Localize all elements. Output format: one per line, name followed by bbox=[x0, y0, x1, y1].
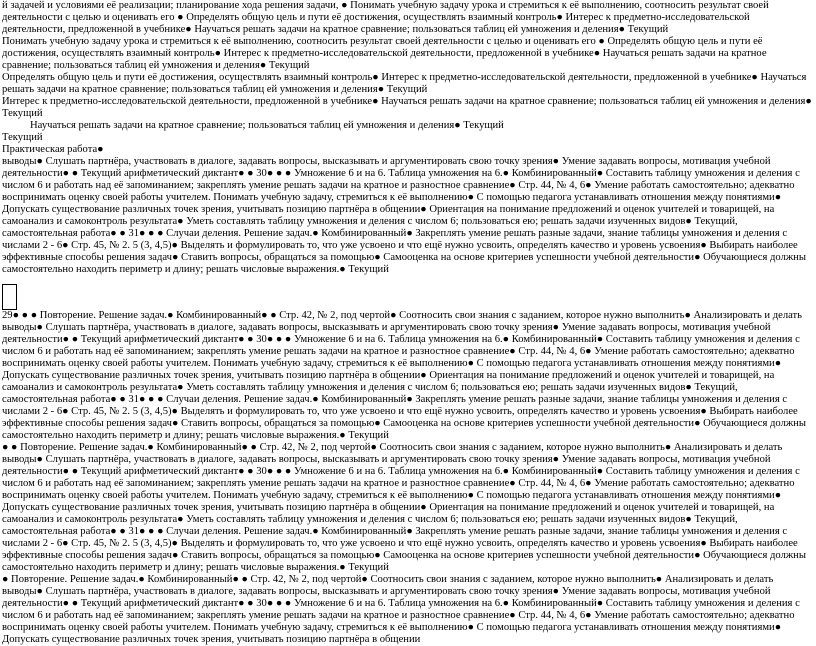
text-block-7: Практическая работа● bbox=[2, 144, 104, 155]
text-block-8: выводы● Слушать партнёра, участвовать в диалоге, задавать вопросы, высказывать и аргументировать свою точку зрения● Умение задавать вопросы, мотивация учебной деятельности● ● Текущий арифметический диктант● ● 30● ● ● Умножение 6 и на 6. Таблица умножения на 6.● Комбинированный● Составить таблицу умножения и деления с числом 6 и работать над её запоминанием; закреплять умение решать задачи на кратное и разностное сравнение● Стр. 44, № 4, 6● Умение работать самостоятельно; адекватно воспринимать оценку своей работы учителем. Понимать учебную задачу, стремиться к её выполнению● С помощью педагога устанавливать отношения между понятиями● Допускать существование различных точек зрения, учитывать позицию партнёра в общении● Ориентация на понимание предложений и оценок учителей и товарищей, на самоанализ и самоконтроль результата● Уметь составлять таблицу умножения и деления с числом 6; пользоваться ею; решать задачи изученных видов● Текущий, самостоятельная работа● ● 31● ● ● Случаи деления. Решение задач.● Комбинированный● Закреплять умение решать разные задачи, знание таблицы умножения и деления с числами 2 - 6● Стр. 45, № 2. 5 (3, 4,5)● Выделять и формулировать то, что уже усвоено и что ещё нужно усвоить, определять качество и уровень усвоения● Выбирать наиболее эффективные способы решения задач● Ставить вопросы, обращаться за помощью● Самооценка на основе критериев успешности учебной деятельности● Обучающиеся должны самостоятельно находить периметр и длину; решать числовые выражения.● Текущий bbox=[2, 156, 806, 275]
empty-table-cell bbox=[2, 284, 17, 310]
text-block-2: Понимать учебную задачу урока и стремиться к её выполнению, соотносить результат своей деятельности с целью и оценивать его ● Определять общую цель и пути её достижения, осуществлять взаимный контроль● Интерес к предметно-исследовательской деятельности, предложенной в учебнике● Научаться решать задачи на кратное сравнение; пользоваться таблиц ей умножения и деления● Текущий bbox=[2, 36, 767, 71]
text-block-10: ● ● Повторение. Решение задач.● Комбинированный● ● Стр. 42, № 2, под чертой● Соотносить свои знания с заданием, которое нужно выполнить● Анализировать и делать выводы● Слушать партнёра, участвовать в диалоге, задавать вопросы, высказывать и аргументировать свою точку зрения● Умение задавать вопросы, мотивация учебной деятельности● ● Текущий арифметический диктант● ● 30● ● ● Умножение 6 и на 6. Таблица умножения на 6.● Комбинированный● Составить таблицу умножения и деления с числом 6 и работать над её запоминанием; закреплять умение решать задачи на кратное и разностное сравнение● Стр. 44, № 4, 6● Умение работать самостоятельно; адекватно воспринимать оценку своей работы учителем. Понимать учебную задачу, стремиться к её выполнению● С помощью педагога устанавливать отношения между понятиями● Допускать существование различных точек зрения, учитывать позицию партнёра в общении● Ориентация на понимание предложений и оценок учителей и товарищей, на самоанализ и самоконтроль результата● Уметь составлять таблицу умножения и деления с числом 6; пользоваться ею; решать задачи изученных видов● Текущий, самостоятельная работа● ● 31● ● ● Случаи деления. Решение задач.● Комбинированный● Закреплять умение решать разные задачи, знание таблицы умножения и деления с числами 2 - 6● Стр. 45, № 2. 5 (3, 4,5)● Выделять и формулировать то, что уже усвоено и что ещё нужно усвоить, определять качество и уровень усвоения● Выбирать наиболее эффективные способы решения задач● Ставить вопросы, обращаться за помощью● Самооценка на основе критериев успешности учебной деятельности● Обучающиеся должны самостоятельно находить периметр и длину; решать числовые выражения.● Текущий bbox=[2, 442, 806, 573]
text-block-9: 29● ● ● Повторение. Решение задач.● Комбинированный● ● Стр. 42, № 2, под чертой● Соотносить свои знания с заданием, которое нужно выполнить● Анализировать и делать выводы● Слушать партнёра, участвовать в диалоге, задавать вопросы, высказывать и аргументировать свою точку зрения● Умение задавать вопросы, мотивация учебной деятельности● ● Текущий арифметический диктант● ● 30● ● ● Умножение 6 и на 6. Таблица умножения на 6.● Комбинированный● Составить таблицу умножения и деления с числом 6 и работать над её запоминанием; закреплять умение решать задачи на кратное и разностное сравнение● Стр. 44, № 4, 6● Умение работать самостоятельно; адекватно воспринимать оценку своей работы учителем. Понимать учебную задачу, стремиться к её выполнению● С помощью педагога устанавливать отношения между понятиями● Допускать существование различных точек зрения, учитывать позицию партнёра в общении● Ориентация на понимание предложений и оценок учителей и товарищей, на самоанализ и самоконтроль результата● Уметь составлять таблицу умножения и деления с числом 6; пользоваться ею; решать задачи изученных видов● Текущий, самостоятельная работа● ● 31● ● ● Случаи деления. Решение задач.● Комбинированный● Закреплять умение решать разные задачи, знание таблицы умножения и деления с числами 2 - 6● Стр. 45, № 2. 5 (3, 4,5)● Выделять и формулировать то, что уже усвоено и что ещё нужно усвоить, определять качество и уровень усвоения● Выбирать наиболее эффективные способы решения задач● Ставить вопросы, обращаться за помощью● Самооценка на основе критериев успешности учебной деятельности● Обучающиеся должны самостоятельно находить периметр и длину; решать числовые выражения.● Текущий bbox=[2, 310, 806, 441]
text-block-3: Определять общую цель и пути её достижения, осуществлять взаимный контроль● Интерес к предметно-исследовательской деятельности, предложенной в учебнике● Научаться решать задачи на кратное сравнение; пользоваться таблиц ей умножения и деления● Текущий bbox=[2, 72, 807, 95]
text-block-4: Интерес к предметно-исследовательской деятельности, предложенной в учебнике● Научаться решать задачи на кратное сравнение; пользоваться таблиц ей умножения и деления● Текущий bbox=[2, 96, 812, 119]
text-block-5: Научаться решать задачи на кратное сравнение; пользоваться таблиц ей умножения и деления● Текущий bbox=[30, 120, 504, 131]
empty-cell-row bbox=[2, 284, 812, 310]
text-block-6: Текущий bbox=[2, 132, 43, 143]
document-page bbox=[2, 0, 812, 646]
spacer bbox=[2, 276, 812, 284]
text-block-1: й задачей и условиями её реализации; планирование хода решения задачи, ● Понимать учебную задачу урока и стремиться к её выполнению, соотносить результат своей деятельности с целью и оценивать его ● Определять общую цель и пути её достижения, осуществлять взаимный контроль● Интерес к предметно-исследовательской деятельности, предложенной в учебнике● Научаться решать задачи на кратное сравнение; пользоваться таблиц ей умножения и деления● Текущий bbox=[2, 0, 769, 35]
text-block-11: ● Повторение. Решение задач.● Комбинированный● ● Стр. 42, № 2, под чертой● Соотносить свои знания с заданием, которое нужно выполнить● Анализировать и делать выводы● Слушать партнёра, участвовать в диалоге, задавать вопросы, высказывать и аргументировать свою точку зрения● Умение задавать вопросы, мотивация учебной деятельности● ● Текущий арифметический диктант● ● 30● ● ● Умножение 6 и на 6. Таблица умножения на 6.● Комбинированный● Составить таблицу умножения и деления с числом 6 и работать над её запоминанием; закреплять умение решать задачи на кратное и разностное сравнение● Стр. 44, № 4, 6● Умение работать самостоятельно; адекватно воспринимать оценку своей работы учителем. Понимать учебную задачу, стремиться к её выполнению● С помощью педагога устанавливать отношения между понятиями● Допускать существование различных точек зрения, учитывать позицию партнёра в общении bbox=[2, 574, 800, 645]
